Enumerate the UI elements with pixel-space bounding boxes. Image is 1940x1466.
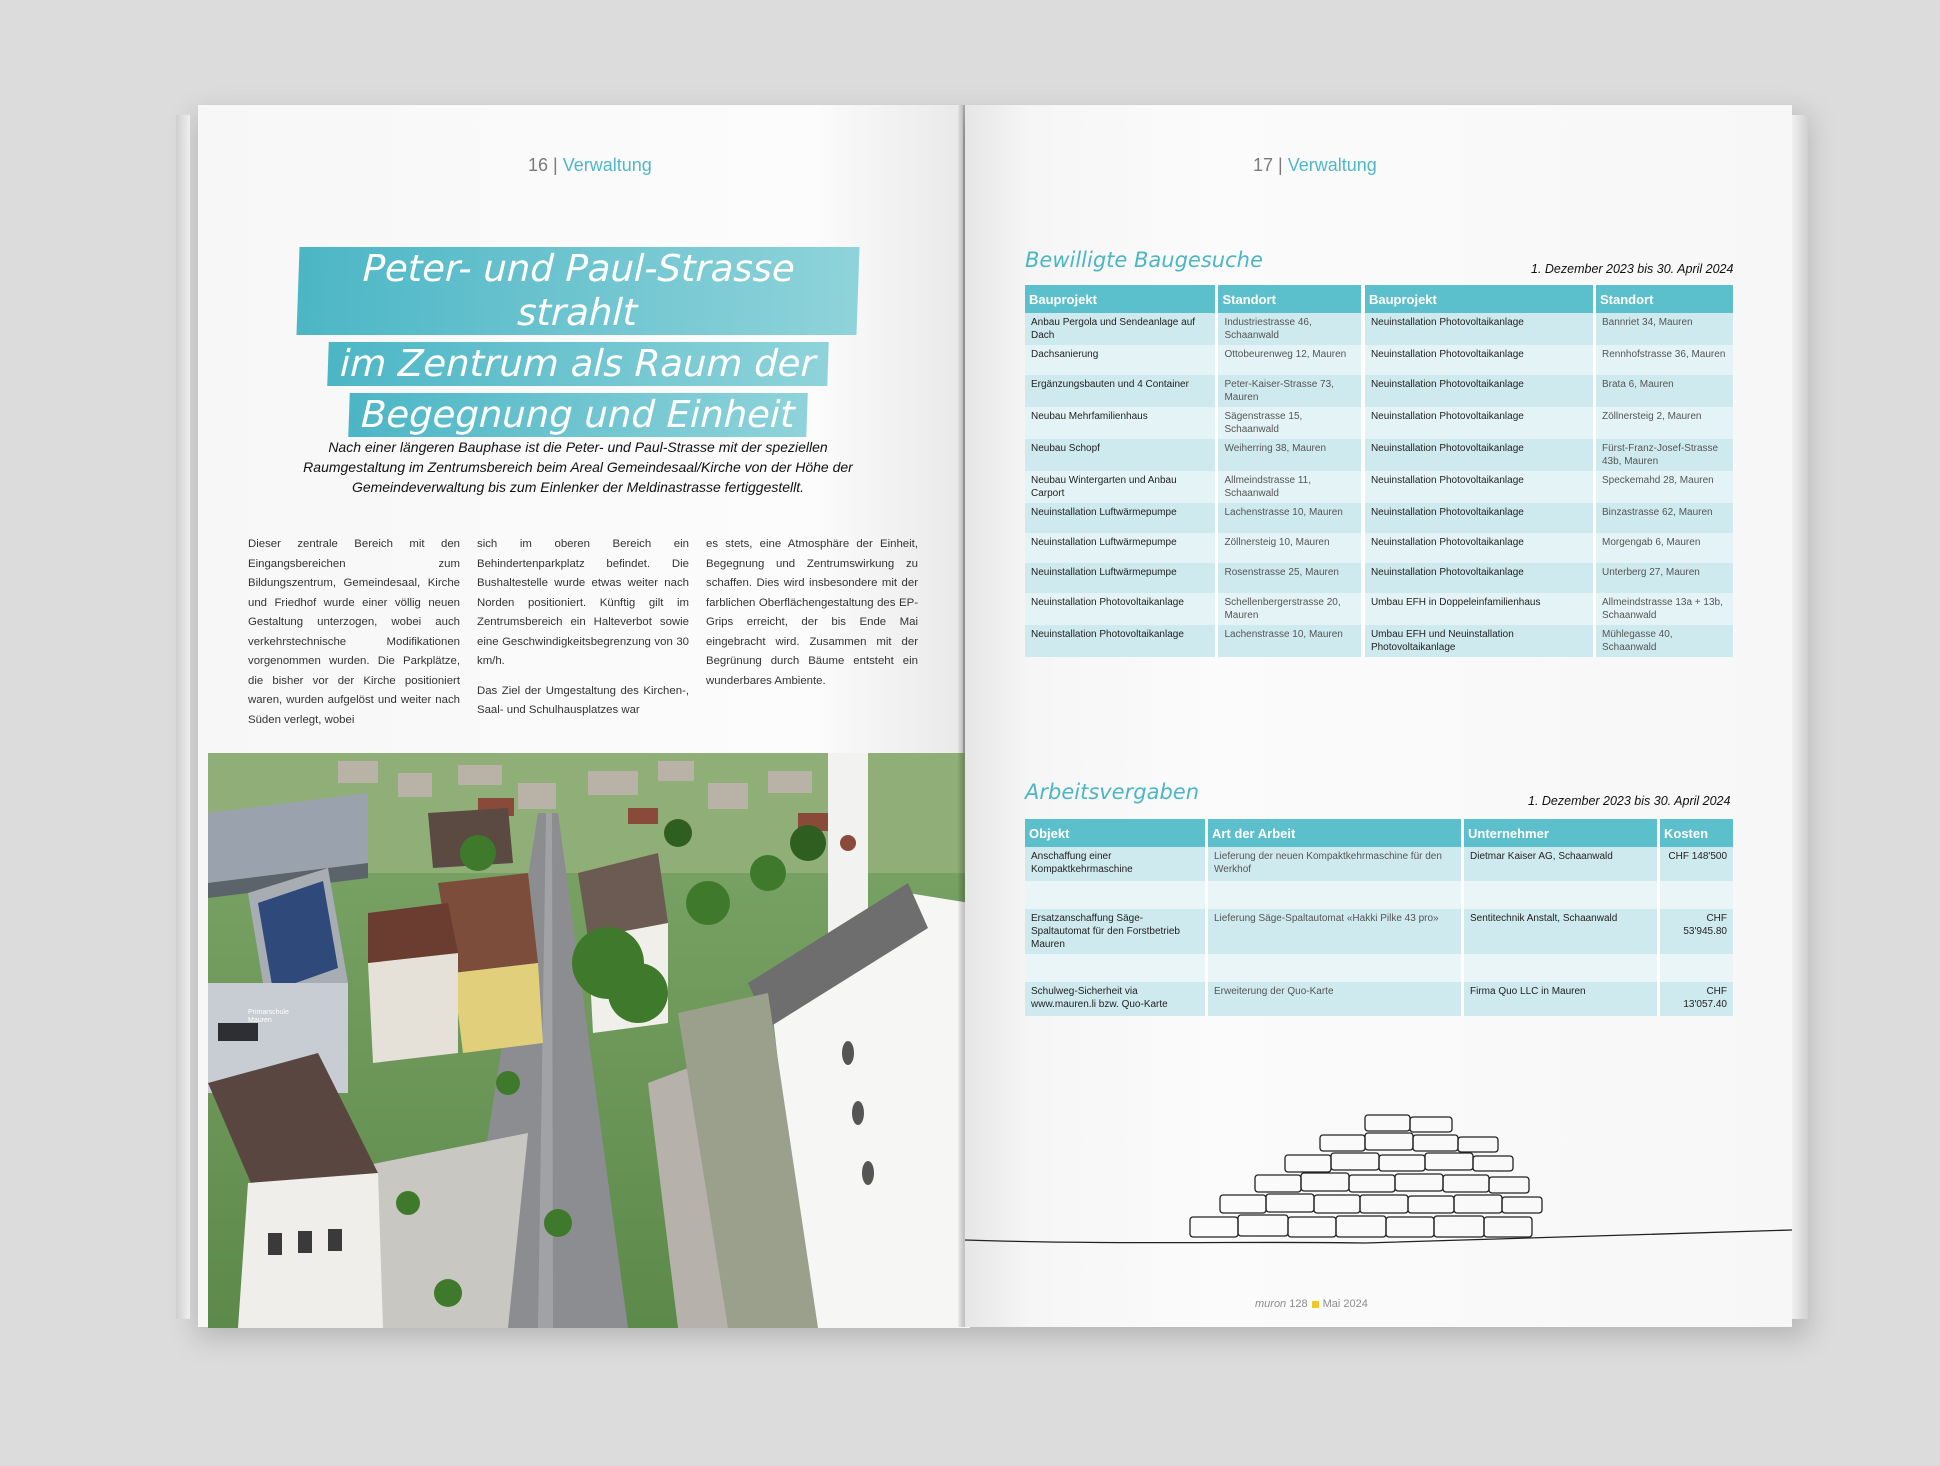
baugesuche-table (1025, 285, 1733, 657)
project-cell: Neuinstallation Photovoltaikanlage (1025, 625, 1217, 657)
project-cell: Umbau EFH und Neuinstallation Photovoltaikanlage (1363, 625, 1595, 657)
location-cell: Industriestrasse 46, Schaanwald (1217, 313, 1363, 345)
arbeitsvergaben-date: 1. Dezember 2023 bis 30. April 2024 (1528, 794, 1731, 808)
article-title (298, 247, 858, 444)
project-cell: Neuinstallation Photovoltaikanlage (1363, 503, 1595, 533)
location-cell: Peter-Kaiser-Strasse 73, Mauren (1217, 375, 1363, 407)
school-sign: Primarschule Mauren (248, 1009, 289, 1024)
spacer-cell (1207, 954, 1463, 982)
project-cell: Neuinstallation Photovoltaikanlage (1363, 563, 1595, 593)
paragraph: Das Ziel der Umgestaltung des Kirchen-, Saal- und Schulhausplatzes war (477, 684, 689, 716)
object-cell: Ersatzanschaffung Säge-Spaltautomat für den Forstbetrieb Mauren (1025, 909, 1207, 954)
paragraph: sich im oberen Bereich ein Behindertenparkplatz befindet. Die Bushaltestelle wurde etwas weiter nach Norden positioniert. Künftig gilt im Zentrumsbereich ein Halteverbot sowie eine Geschwindigkeitsbegrenzung von 30 km/h. (477, 538, 689, 667)
project-cell: Neubau Schopf (1025, 439, 1217, 471)
location-cell: Speckemahd 28, Mauren (1594, 471, 1733, 503)
project-cell: Neuinstallation Luftwärmepumpe (1025, 563, 1217, 593)
project-cell: Anbau Pergola und Sendeanlage auf Dach (1025, 313, 1217, 345)
project-cell: Neubau Wintergarten und Anbau Carport (1025, 471, 1217, 503)
location-cell: Ottobeurenweg 12, Mauren (1217, 345, 1363, 375)
cost-cell: CHF 13'057.40 (1659, 982, 1734, 1016)
project-cell: Neuinstallation Luftwärmepumpe (1025, 533, 1217, 563)
location-cell: Zöllnersteig 2, Mauren (1594, 407, 1733, 439)
location-cell: Mühlegasse 40, Schaanwald (1594, 625, 1733, 657)
arbeitsvergaben-table (1025, 819, 1733, 1016)
aerial-photo (208, 753, 970, 1328)
table-row (1025, 439, 1733, 471)
table-row (1025, 847, 1733, 881)
footer-date: Mai 2024 (1322, 1298, 1368, 1310)
spacer-row (1025, 954, 1733, 982)
stone-wall-line-drawing (965, 1095, 1792, 1255)
spacer-cell (1207, 881, 1463, 909)
project-cell: Neuinstallation Photovoltaikanlage (1025, 593, 1217, 625)
location-cell: Weiherring 38, Mauren (1217, 439, 1363, 471)
work-cell: Lieferung Säge-Spaltautomat «Hakki Pilke 43 pro» (1207, 909, 1463, 954)
project-cell: Neuinstallation Photovoltaikanlage (1363, 439, 1595, 471)
work-cell: Lieferung der neuen Kompaktkehrmaschine für den Werkhof (1207, 847, 1463, 881)
table-row (1025, 563, 1733, 593)
table-row (1025, 375, 1733, 407)
footer-issue: 128 (1289, 1298, 1308, 1310)
table-row (1025, 533, 1733, 563)
page-header-left: 16 | Verwaltung (528, 155, 652, 175)
object-cell: Anschaffung einer Kompaktkehrmaschine (1025, 847, 1207, 881)
title-line: Begegnung und Einheit (348, 393, 807, 437)
column-header: Standort (1594, 285, 1733, 313)
cost-cell: CHF 148'500 (1659, 847, 1734, 881)
location-cell: Allmeindstrasse 11, Schaanwald (1217, 471, 1363, 503)
table-row (1025, 407, 1733, 439)
location-cell: Fürst-Franz-Josef-Strasse 43b, Mauren (1594, 439, 1733, 471)
column-header: Unternehmer (1463, 819, 1659, 847)
column-header: Art der Arbeit (1207, 819, 1463, 847)
article-lead: Nach einer längeren Bauphase ist die Peter- und Paul-Strasse mit der speziellen Raumgestaltung im Zentrumsbereich beim Areal Gemeindesaal/Kirche von der Höhe der Gemeindeverwaltung bis zum Einlenker der Meldinastrasse fertiggestellt. (303, 439, 853, 495)
right-page-edge (1792, 115, 1808, 1319)
location-cell: Zöllnersteig 10, Mauren (1217, 533, 1363, 563)
right-page (965, 105, 1792, 1327)
column-header: Kosten (1659, 819, 1734, 847)
page-number: 17 (1253, 155, 1274, 175)
contractor-cell: Sentitechnik Anstalt, Schaanwald (1463, 909, 1659, 954)
object-cell: Schulweg-Sicherheit via www.mauren.li bzw. Quo-Karte (1025, 982, 1207, 1016)
text-column-2 (477, 535, 689, 740)
project-cell: Neuinstallation Luftwärmepumpe (1025, 503, 1217, 533)
footer-brand: muron (1255, 1298, 1287, 1310)
project-cell: Ergänzungsbauten und 4 Container (1025, 375, 1217, 407)
section-name: Verwaltung (562, 155, 652, 175)
location-cell: Brata 6, Mauren (1594, 375, 1733, 407)
section-name: Verwaltung (1287, 155, 1377, 175)
table-row (1025, 503, 1733, 533)
project-cell: Dachsanierung (1025, 345, 1217, 375)
table-row (1025, 593, 1733, 625)
spacer-cell (1659, 954, 1734, 982)
paragraph: es stets, eine Atmosphäre der Einheit, Begegnung und Zentrumswirkung zu schaffen. Dies wird insbesondere mit der farblichen Oberflächengestaltung des EP-Grips erreicht, der bis Ende Mai eingebracht wird. Zusammen mit der Begrünung durch Bäume entsteht ein wunderbares Ambiente. (706, 538, 918, 687)
location-cell: Morgengab 6, Mauren (1594, 533, 1733, 563)
title-line: Peter- und Paul-Strasse strahlt (296, 247, 859, 335)
table-row (1025, 982, 1733, 1016)
location-cell: Rennhofstrasse 36, Mauren (1594, 345, 1733, 375)
location-cell: Sägenstrasse 15, Schaanwald (1217, 407, 1363, 439)
paragraph: Dieser zentrale Bereich mit den Eingangsbereichen zum Bildungszentrum, Gemeindesaal, Kirche und Friedhof wurde einer völlig neuen Gestaltung unterzogen, wobei auch verkehrstechnische Modifikationen vorgenommen wurden. Die Parkplätze, die bisher vor der Kirche positioniert waren, wurden aufgelöst und weiter nach Süden verlegt, wobei (248, 538, 460, 726)
project-cell: Neubau Mehrfamilienhaus (1025, 407, 1217, 439)
location-cell: Binzastrasse 62, Mauren (1594, 503, 1733, 533)
page-footer (1255, 1298, 1368, 1310)
project-cell: Neuinstallation Photovoltaikanlage (1363, 345, 1595, 375)
work-cell: Erweiterung der Quo-Karte (1207, 982, 1463, 1016)
spacer-cell (1025, 881, 1207, 909)
text-column-3 (706, 535, 918, 740)
project-cell: Neuinstallation Photovoltaikanlage (1363, 375, 1595, 407)
table-header-row (1025, 819, 1733, 847)
project-cell: Neuinstallation Photovoltaikanlage (1363, 533, 1595, 563)
left-page-edge (176, 115, 190, 1319)
project-cell: Neuinstallation Photovoltaikanlage (1363, 407, 1595, 439)
arbeitsvergaben-title: Arbeitsvergaben (1025, 780, 1199, 804)
column-header: Bauprojekt (1363, 285, 1595, 313)
article-body (248, 535, 918, 740)
table-row (1025, 625, 1733, 657)
project-cell: Neuinstallation Photovoltaikanlage (1363, 471, 1595, 503)
table-row (1025, 909, 1733, 954)
column-header: Bauprojekt (1025, 285, 1217, 313)
page-header-right: 17 | Verwaltung (1253, 155, 1377, 175)
table-row (1025, 313, 1733, 345)
cost-cell: CHF 53'945.80 (1659, 909, 1734, 954)
open-magazine (190, 105, 1810, 1330)
project-cell: Umbau EFH in Doppeleinfamilienhaus (1363, 593, 1595, 625)
baugesuche-title: Bewilligte Baugesuche (1025, 248, 1263, 272)
footer-dot (1312, 1301, 1319, 1308)
spacer-row (1025, 881, 1733, 909)
page-number: 16 (528, 155, 549, 175)
left-page (198, 105, 963, 1327)
spacer-cell (1463, 954, 1659, 982)
location-cell: Lachenstrasse 10, Mauren (1217, 503, 1363, 533)
column-header: Objekt (1025, 819, 1207, 847)
location-cell: Bannriet 34, Mauren (1594, 313, 1733, 345)
title-line: im Zentrum als Raum der (327, 342, 828, 386)
table-row (1025, 345, 1733, 375)
location-cell: Schellenbergerstrasse 20, Mauren (1217, 593, 1363, 625)
location-cell: Allmeindstrasse 13a + 13b, Schaanwald (1594, 593, 1733, 625)
spacer-cell (1025, 954, 1207, 982)
table-row (1025, 471, 1733, 503)
spacer-cell (1463, 881, 1659, 909)
baugesuche-date: 1. Dezember 2023 bis 30. April 2024 (1531, 262, 1734, 276)
spacer-cell (1659, 881, 1734, 909)
project-cell: Neuinstallation Photovoltaikanlage (1363, 313, 1595, 345)
text-column-1 (248, 535, 460, 740)
contractor-cell: Dietmar Kaiser AG, Schaanwald (1463, 847, 1659, 881)
column-header: Standort (1217, 285, 1363, 313)
location-cell: Unterberg 27, Mauren (1594, 563, 1733, 593)
contractor-cell: Firma Quo LLC in Mauren (1463, 982, 1659, 1016)
aerial-photo-illustration (208, 753, 970, 1328)
location-cell: Lachenstrasse 10, Mauren (1217, 625, 1363, 657)
location-cell: Rosenstrasse 25, Mauren (1217, 563, 1363, 593)
table-header-row (1025, 285, 1733, 313)
